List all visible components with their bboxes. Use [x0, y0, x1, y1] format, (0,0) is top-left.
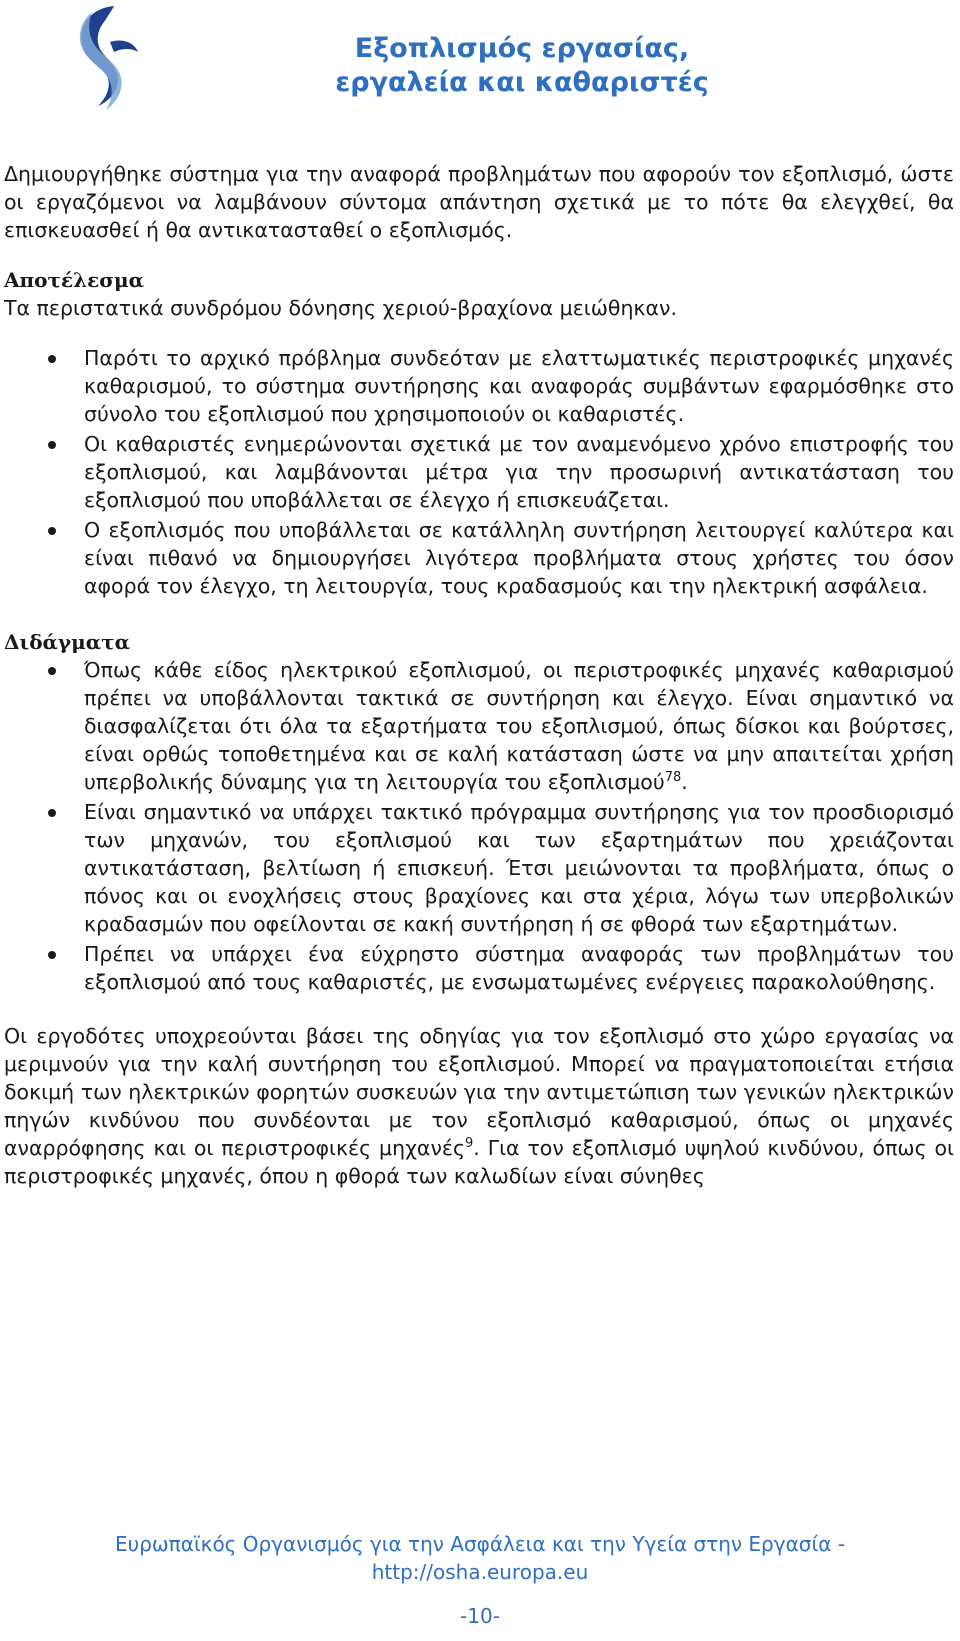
- bullet-icon: [48, 667, 56, 675]
- page-footer: [40, 1530, 920, 1586]
- lessons-bullet-list: [4, 656, 954, 996]
- list-item: Πρέπει να υπάρχει ένα εύχρηστο σύστημα αναφοράς των προβλημάτων του εξοπλισμού από τους καθαριστές, με ενσωματωμένες ενέργειες παρακολούθησης.: [4, 940, 954, 996]
- header-title-line2: εργαλεία και καθαριστές: [335, 67, 709, 98]
- header-title-line1: Εξοπλισμός εργασίας,: [354, 33, 690, 64]
- footnote-ref: 9: [465, 1136, 474, 1151]
- page-number: -10-: [460, 1604, 500, 1628]
- osha-logo: [52, 2, 152, 114]
- footer-url[interactable]: http://osha.europa.eu: [371, 1560, 589, 1584]
- list-item: Είναι σημαντικό να υπάρχει τακτικό πρόγραμμα συντήρησης για τον προσδιορισμό των μηχανών, του εξοπλισμού και των εξαρτημάτων που χρειάζονται αντικατάσταση, βελτίωση ή επισκευή. Έτσι μειώνονται τα προβλήματα, όπως ο πόνος και οι ενοχλήσεις στους βραχίονες και στα χέρια, λόγω των υπερβολικών κραδασμών που οφείλονται σε κακή συντήρηση ή σε φθορά των εξαρτημάτων.: [4, 798, 954, 938]
- intro-paragraph: Δημιουργήθηκε σύστημα για την αναφορά προβλημάτων που αφορούν τον εξοπλισμό, ώστε οι εργαζόμενοι να λαμβάνουν σύντομα απάντηση σχετικά με το πότε θα ελεγχθεί, θα επισκευασθεί ή θα αντικατασταθεί ο εξοπλισμός.: [4, 162, 954, 242]
- lessons-heading: Διδάγματα: [4, 630, 131, 654]
- result-bullet-list: [4, 344, 954, 600]
- result-heading: Αποτέλεσμα: [4, 268, 145, 292]
- list-item: Όπως κάθε είδος ηλεκτρικού εξοπλισμού, οι περιστροφικές μηχανές καθαρισμού πρέπει να υποβάλλονται τακτικά σε συντήρηση και έλεγχο. Είναι σημαντικό να διασφαλίζεται ότι όλα τα εξαρτήματα του εξοπλισμού, όπως δίσκοι και βούρτσες, είναι ορθώς τοποθετημένα και σε καλή κατάσταση ώστε να μην απαιτείται χρήση υπερβολικής δύναμης για τη λειτουργία του εξοπλισμού$^{78}$.: [4, 656, 954, 796]
- list-item: Οι καθαριστές ενημερώνονται σχετικά με τον αναμενόμενο χρόνο επιστροφής του εξοπλισμού, και λαμβάνονται μέτρα για την προσωρινή αντικατάσταση του εξοπλισμού που υποβάλλεται σε έλεγχο ή επισκευάζεται.: [4, 430, 954, 514]
- document-body: [4, 160, 954, 1190]
- footnote-ref: 78: [664, 770, 682, 785]
- list-item: Ο εξοπλισμός που υποβάλλεται σε κατάλληλη συντήρηση λειτουργεί καλύτερα και είναι πιθανό να δημιουργήσει λιγότερα προβλήματα στους χρήστες του όσον αφορά τον έλεγχο, τη λειτουργία, τους κραδασμούς και την ηλεκτρική ασφάλεια.: [4, 516, 954, 600]
- bullet-icon: [48, 951, 56, 959]
- bullet-icon: [48, 809, 56, 817]
- closing-paragraph: Οι εργοδότες υποχρεούνται βάσει της οδηγίας για τον εξοπλισμό στο χώρο εργασίας να μεριμνούν για την καλή συντήρηση του εξοπλισμού. Μπορεί να πραγματοποιείται ετήσια δοκιμή των ηλεκτρικών φορητών συσκευών για την αντιμετώπιση των γενικών ηλεκτρικών πηγών κινδύνου που συνδέονται με τον εξοπλισμό καθαρισμού, όπως οι μηχανές αναρρόφησης και οι περιστροφικές μηχανές$^9$. Για τον εξοπλισμό υψηλού κινδύνου, όπως οι περιστροφικές μηχανές, όπου η φθορά των καλωδίων είναι σύνηθες: [4, 1024, 954, 1188]
- bullet-icon: [48, 441, 56, 449]
- footer-organization: Ευρωπαϊκός Οργανισμός για την Ασφάλεια και την Υγεία στην Εργασία -: [115, 1532, 845, 1556]
- bullet-icon: [48, 355, 56, 363]
- bullet-icon: [48, 527, 56, 535]
- list-item: Παρότι το αρχικό πρόβλημα συνδεόταν με ελαττωματικές περιστροφικές μηχανές καθαρισμού, το σύστημα συντήρησης και αναφοράς συμβάντων εφαρμόσθηκε στο σύνολο του εξοπλισμού που χρησιμοποιούν οι καθαριστές.: [4, 344, 954, 428]
- result-text: Τα περιστατικά συνδρόμου δόνησης χεριού-βραχίονα μειώθηκαν.: [4, 296, 677, 320]
- document-header-title: [312, 32, 732, 100]
